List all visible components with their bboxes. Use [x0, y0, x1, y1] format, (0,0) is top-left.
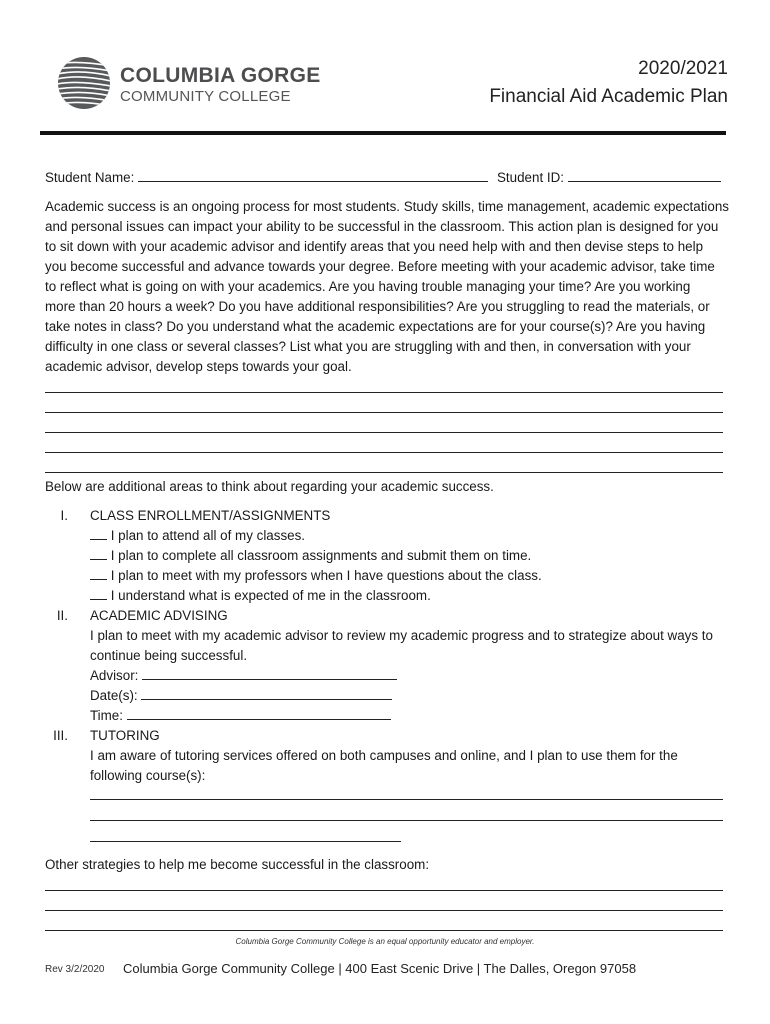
- checklist-item: I understand what is expected of me in the classroom.: [90, 586, 431, 606]
- checklist-item: I plan to complete all classroom assignments and submit them on time.: [90, 546, 531, 566]
- college-logo: [57, 56, 337, 112]
- time-label: Time:: [90, 708, 123, 723]
- course-write-line[interactable]: [90, 820, 723, 821]
- advisor-label: Advisor:: [90, 668, 139, 683]
- tutoring-text: I am aware of tutoring services offered on both campuses and online, and I plan to use them for the: [90, 748, 678, 763]
- college-address: Columbia Gorge Community College | 400 East Scenic Drive | The Dalles, Oregon 97058: [123, 961, 637, 976]
- intro-line: you become successful and advance towards your degree. Before meeting with your academic advisor, take time: [45, 259, 715, 274]
- intro-line: to sit down with your academic advisor and identify areas that you need help with and then devise steps to help: [45, 239, 704, 254]
- section-numeral: II.: [56, 608, 68, 623]
- advisor-blank[interactable]: [142, 666, 397, 680]
- student-name-label: Student Name:: [45, 170, 135, 185]
- logo-globe-icon: [57, 56, 111, 110]
- check-blank[interactable]: [90, 586, 107, 600]
- tutoring-text: following course(s):: [90, 768, 206, 783]
- goal-write-line[interactable]: [45, 392, 723, 393]
- goal-write-line[interactable]: [45, 412, 723, 413]
- additional-areas-heading: Below are additional areas to think about regarding your academic success.: [45, 479, 494, 494]
- header-divider: [40, 131, 726, 135]
- intro-line: take notes in class? Do you understand what the academic expectations are for your course(s)? Are you having: [45, 319, 706, 334]
- dates-blank[interactable]: [141, 686, 392, 700]
- intro-line: to reflect what is going on with your academics. Are you having trouble managing your time? Are you working: [45, 279, 691, 294]
- logo-college-subtitle: COMMUNITY COLLEGE: [120, 88, 291, 105]
- student-id-field: [497, 168, 721, 188]
- dates-field: [90, 686, 392, 706]
- student-id-blank[interactable]: [568, 168, 721, 182]
- logo-college-name: COLUMBIA GORGE: [120, 64, 321, 87]
- checklist-item: I plan to attend all of my classes.: [90, 526, 305, 546]
- academic-year: 2020/2021: [638, 58, 728, 79]
- goal-write-line[interactable]: [45, 472, 723, 473]
- student-name-field: [45, 168, 488, 188]
- intro-line: and personal issues can impact your ability to be successful in the classroom. This action plan is designed for you: [45, 219, 719, 234]
- page-title: Financial Aid Academic Plan: [489, 86, 728, 107]
- strategy-write-line[interactable]: [45, 930, 723, 931]
- section-numeral: III.: [53, 728, 68, 743]
- student-name-blank[interactable]: [138, 168, 488, 182]
- intro-line: Academic success is an ongoing process for most students. Study skills, time management, academic expectations: [45, 199, 729, 214]
- advising-text: continue being successful.: [90, 648, 248, 663]
- dates-label: Date(s):: [90, 688, 138, 703]
- check-blank[interactable]: [90, 566, 107, 580]
- advising-text: I plan to meet with my academic advisor to review my academic progress and to strategize about ways to: [90, 628, 713, 643]
- other-strategies-heading: Other strategies to help me become successful in the classroom:: [45, 857, 430, 872]
- intro-line: more than 20 hours a week? Do you have additional responsibilities? Are you struggling to read the materials, or: [45, 299, 710, 314]
- section-numeral: I.: [60, 508, 68, 523]
- section-title-enrollment: CLASS ENROLLMENT/ASSIGNMENTS: [90, 508, 331, 523]
- intro-line: difficulty in one class or several classes? List what you are struggling with and then, in conversation with your: [45, 339, 691, 354]
- goal-write-line[interactable]: [45, 452, 723, 453]
- student-id-label: Student ID:: [497, 170, 564, 185]
- revision-date: Rev 3/2/2020: [45, 964, 105, 975]
- equal-opportunity-note: Columbia Gorge Community College is an equal opportunity educator and employer.: [235, 937, 535, 946]
- time-blank[interactable]: [127, 706, 391, 720]
- advisor-field: [90, 666, 397, 686]
- goal-write-line[interactable]: [45, 432, 723, 433]
- checklist-item: I plan to meet with my professors when I have questions about the class.: [90, 566, 542, 586]
- intro-line: academic advisor, develop steps towards your goal.: [45, 359, 352, 374]
- section-title-advising: ACADEMIC ADVISING: [90, 608, 228, 623]
- check-blank[interactable]: [90, 546, 107, 560]
- strategy-write-line[interactable]: [45, 890, 723, 891]
- time-field: [90, 706, 391, 726]
- intro-paragraph: [45, 197, 727, 377]
- strategy-write-line[interactable]: [45, 910, 723, 911]
- check-blank[interactable]: [90, 526, 107, 540]
- course-write-line[interactable]: [90, 841, 401, 842]
- section-title-tutoring: TUTORING: [90, 728, 160, 743]
- course-write-line[interactable]: [90, 799, 723, 800]
